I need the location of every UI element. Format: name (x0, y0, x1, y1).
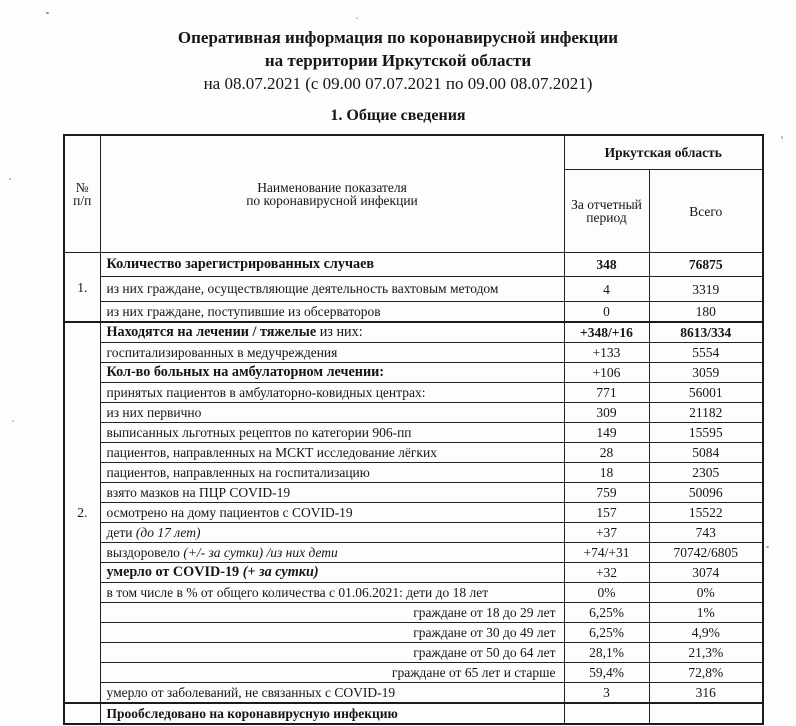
period-value-cell: 59,4% (564, 663, 649, 683)
indicator-cell: из них первично (100, 403, 564, 423)
indicator-label-tail: из них: (316, 324, 363, 340)
indicator-cell: граждане от 18 до 29 лет (100, 603, 564, 623)
table-row (64, 523, 763, 543)
period-value-cell: 28 (564, 443, 649, 463)
title-line-2: на территории Иркутской области (264, 51, 532, 70)
total-value-cell: 316 (649, 683, 763, 704)
indicator-label: умерло от COVID-19 (106, 564, 243, 580)
indicator-label-italic: (+ за сутки) (242, 564, 319, 580)
table-row (64, 253, 763, 277)
table-row (64, 277, 763, 302)
region-header: Иркутская область (564, 135, 763, 170)
period-value-cell (564, 703, 649, 724)
report-table (63, 134, 764, 725)
indicator-cell: граждане от 30 до 49 лет (100, 623, 564, 643)
indicator-cell: Прообследовано на коронавирусную инфекцию (100, 703, 564, 724)
total-value-cell: 4,9% (649, 623, 763, 643)
scan-noise-speck (9, 178, 11, 180)
table-row (64, 603, 763, 623)
table-row (64, 443, 763, 463)
period-value-cell: 0% (564, 583, 649, 603)
scan-noise-speck (766, 546, 769, 548)
row-number-cell (64, 703, 100, 724)
total-value-cell: 15522 (649, 503, 763, 523)
indicator-label: Находятся на лечении / тяжелые (106, 324, 317, 340)
table-row (64, 563, 763, 583)
indicator-cell: госпитализированных в медучреждения (100, 343, 564, 363)
total-value-cell: 180 (649, 302, 763, 323)
indicator-cell (100, 543, 564, 563)
scan-noise-speck (356, 17, 358, 19)
total-value-cell: 5554 (649, 343, 763, 363)
table-row (64, 302, 763, 323)
table-row (64, 583, 763, 603)
indicator-cell (100, 563, 564, 583)
indicator-cell: из них граждане, поступившие из обсерваторов (100, 302, 564, 323)
total-value-cell: 8613/334 (649, 322, 763, 343)
indicator-cell: пациентов, направленных на госпитализацию (100, 463, 564, 483)
period-value-cell: 771 (564, 383, 649, 403)
scan-noise-speck (46, 12, 49, 14)
indicator-cell: граждане от 50 до 64 лет (100, 643, 564, 663)
indicator-cell: Кол-во больных на амбулаторном лечении: (100, 363, 564, 383)
table-row (64, 543, 763, 563)
total-value-cell: 1% (649, 603, 763, 623)
table-row (64, 643, 763, 663)
column-header-period: За отчетный период (564, 170, 649, 253)
table-row-partial (64, 703, 763, 724)
period-value-cell: 149 (564, 423, 649, 443)
table-row (64, 683, 763, 704)
indicator-cell: взято мазков на ПЦР COVID-19 (100, 483, 564, 503)
table-row (64, 423, 763, 443)
period-value-cell: 348 (564, 253, 649, 277)
total-value-cell: 21,3% (649, 643, 763, 663)
period-value-cell: +74/+31 (564, 543, 649, 563)
period-value-cell: +32 (564, 563, 649, 583)
period-value-cell: 18 (564, 463, 649, 483)
table-row (64, 463, 763, 483)
row-number-cell: 2. (64, 322, 100, 703)
indicator-cell: принятых пациентов в амбулаторно-ковидных центрах: (100, 383, 564, 403)
period-value-cell: +133 (564, 343, 649, 363)
total-value-cell: 3074 (649, 563, 763, 583)
period-value-cell: 759 (564, 483, 649, 503)
indicator-cell: Количество зарегистрированных случаев (100, 253, 564, 277)
period-value-cell: 4 (564, 277, 649, 302)
indicator-cell (100, 523, 564, 543)
period-value-cell: 3 (564, 683, 649, 704)
total-value-cell: 15595 (649, 423, 763, 443)
indicator-cell: в том числе в % от общего количества с 01.06.2021: дети до 18 лет (100, 583, 564, 603)
table-row (64, 343, 763, 363)
table-row (64, 503, 763, 523)
indicator-cell: граждане от 65 лет и старше (100, 663, 564, 683)
period-value-cell: 6,25% (564, 623, 649, 643)
scan-noise-speck (12, 420, 14, 422)
indicator-header-line1: Наименование показателя (257, 180, 407, 195)
total-value-cell: 3059 (649, 363, 763, 383)
total-value-cell: 72,8% (649, 663, 763, 683)
total-value-cell: 5084 (649, 443, 763, 463)
table-row (64, 403, 763, 423)
row-number-cell: 1. (64, 253, 100, 323)
total-value-cell: 50096 (649, 483, 763, 503)
total-value-cell: 0% (649, 583, 763, 603)
period-value-cell: +348/+16 (564, 322, 649, 343)
indicator-label-italic: (до 17 лет) (135, 525, 201, 540)
table-row (64, 322, 763, 343)
document-title (0, 26, 796, 95)
scan-noise-speck (781, 136, 783, 139)
period-value-cell: +106 (564, 363, 649, 383)
indicator-cell: умерло от заболеваний, не связанных с COVID-19 (100, 683, 564, 704)
table-row (64, 383, 763, 403)
indicator-cell (100, 322, 564, 343)
table-row (64, 363, 763, 383)
num-header-line1: № (75, 180, 89, 195)
indicator-label: выздоровело (106, 545, 184, 560)
indicator-cell: из них граждане, осуществляющие деятельность вахтовым методом (100, 277, 564, 302)
total-value-cell: 70742/6805 (649, 543, 763, 563)
total-value-cell: 3319 (649, 277, 763, 302)
indicator-header-line2: по коронавирусной инфекции (246, 193, 418, 208)
indicator-label-italic: (+/- за сутки) /из них дети (183, 545, 338, 560)
total-value-cell: 2305 (649, 463, 763, 483)
period-value-cell: 0 (564, 302, 649, 323)
period-value-cell: 28,1% (564, 643, 649, 663)
indicator-cell: осмотрено на дому пациентов с COVID-19 (100, 503, 564, 523)
total-value-cell: 21182 (649, 403, 763, 423)
title-line-3: на 08.07.2021 (с 09.00 07.07.2021 по 09.00 08.07.2021) (203, 74, 593, 93)
table-row (64, 663, 763, 683)
period-value-cell: 309 (564, 403, 649, 423)
total-value-cell (649, 703, 763, 724)
period-value-cell: 6,25% (564, 603, 649, 623)
column-header-indicator (100, 135, 564, 253)
total-value-cell: 56001 (649, 383, 763, 403)
indicator-label: дети (106, 525, 136, 540)
num-header-line2: п/п (73, 193, 92, 208)
period-value-cell: +37 (564, 523, 649, 543)
period-value-cell: 157 (564, 503, 649, 523)
total-value-cell: 76875 (649, 253, 763, 277)
total-value-cell: 743 (649, 523, 763, 543)
title-line-1: Оперативная информация по коронавирусной инфекции (177, 28, 619, 47)
column-header-num (64, 135, 100, 253)
column-header-total: Всего (649, 170, 763, 253)
indicator-cell: пациентов, направленных на МСКТ исследование лёгких (100, 443, 564, 463)
table-row (64, 623, 763, 643)
table-row (64, 483, 763, 503)
section-heading: 1. Общие сведения (330, 107, 466, 124)
indicator-cell: выписанных льготных рецептов по категории 906-пп (100, 423, 564, 443)
table-header-row-1 (64, 135, 763, 170)
